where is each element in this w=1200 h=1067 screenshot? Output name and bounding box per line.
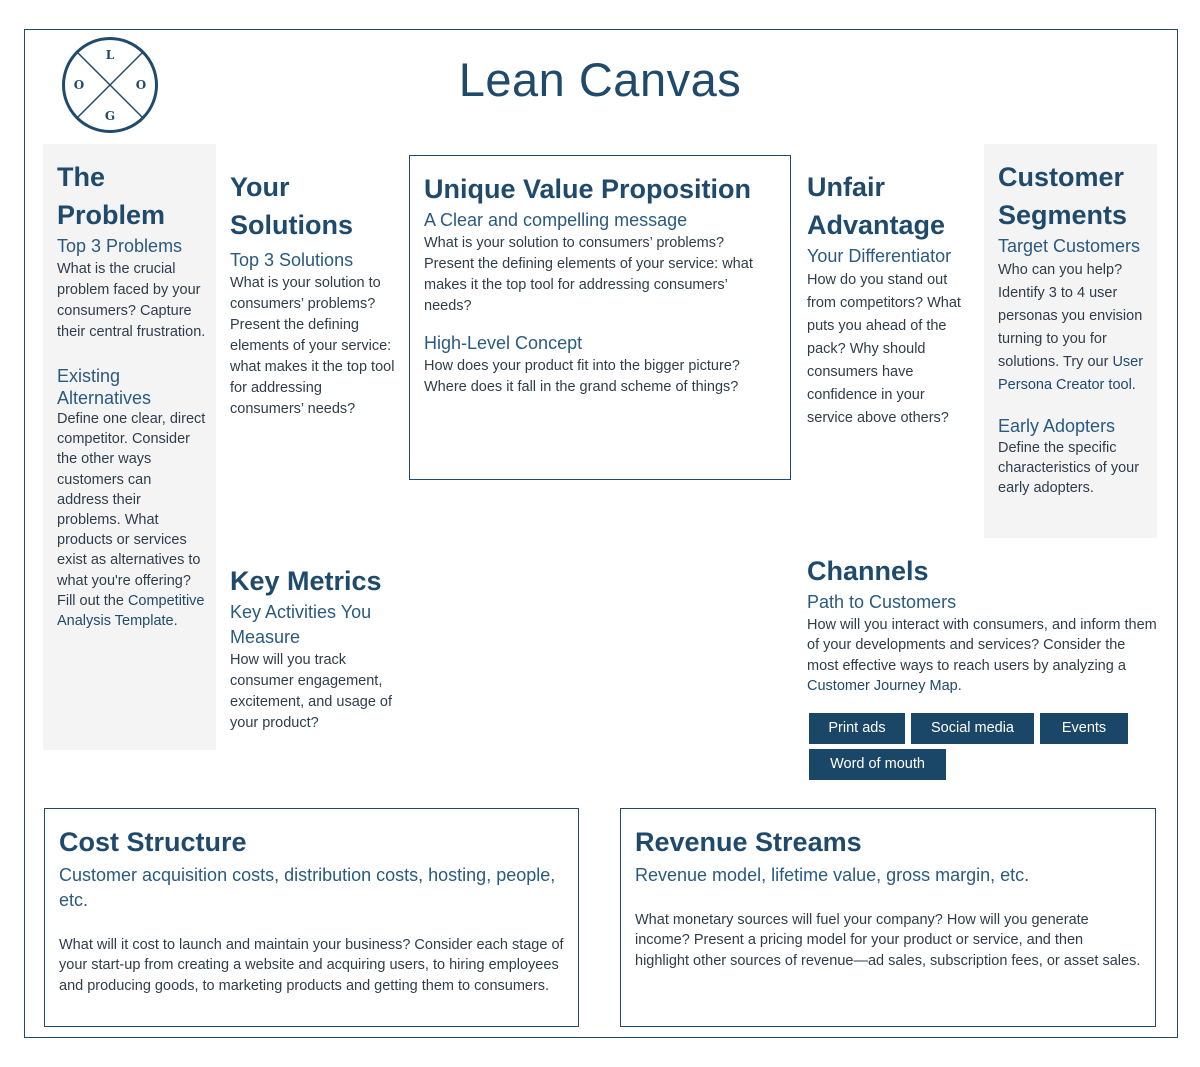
uvp-subheading: A Clear and compelling message: [424, 210, 688, 230]
problem-subheading: Top 3 Problems: [57, 236, 183, 256]
customer-journey-link[interactable]: Customer Journey Map: [807, 677, 958, 694]
channels-text: [807, 615, 1157, 696]
alternatives-subheading-line2: Alternatives: [57, 388, 152, 408]
channels-subheading: Path to Customers: [807, 592, 957, 612]
adopters-subheading: Early Adopters: [998, 416, 1116, 436]
tag-print-ads[interactable]: Print ads: [809, 713, 905, 744]
page-title: Lean Canvas: [458, 53, 742, 106]
advantage-heading-line1: Unfair: [807, 172, 886, 202]
uvp-heading: Unique Value Proposition: [424, 174, 752, 204]
concept-text: How does your product fit into the bigger picture? Where does it fall in the grand scheme of things?: [424, 358, 740, 395]
segments-text-body: Who can you help? Identify 3 to 4 user personas you envision turning to you for solutions. Try our: [998, 262, 1143, 370]
solutions-text: What is your solution to consumers’ problems? Present the defining elements of your service: what makes it the top tool for addressing consumers’ needs?: [230, 275, 395, 417]
channels-heading: Channels: [807, 556, 929, 586]
advantage-heading-line2: Advantage: [807, 210, 946, 240]
logo-letter-bottom: G: [104, 109, 116, 123]
cost-text: What will it cost to launch and maintain your business? Consider each stage of your start-up from creating a website and acquiring users, to hiring employees and producing goods, to marketing products and getting them to consumers.: [59, 937, 564, 994]
cost-subheading: Customer acquisition costs, distribution costs, hosting, people, etc.: [59, 865, 556, 910]
problem-heading-line2: Problem: [57, 200, 166, 230]
logo-letter-left: O: [73, 78, 85, 92]
solutions-subheading: Top 3 Solutions: [230, 250, 354, 270]
channels-text-end: .: [957, 677, 962, 694]
problem-heading-line1: The: [57, 162, 106, 192]
cost-heading: Cost Structure: [59, 827, 247, 857]
channels-text-body: How will you interact with consumers, and inform them of your developments and services? Consider the most effective ways to reach users by analyzing a: [807, 617, 1157, 674]
segments-subheading: Target Customers: [998, 236, 1141, 256]
user-persona-link[interactable]: User Persona Creator tool: [998, 354, 1144, 393]
concept-subheading: High-Level Concept: [424, 333, 583, 353]
advantage-text: How do you stand out from competitors? What puts you ahead of the pack? Why should consumers have confidence in your service above others?: [807, 272, 961, 426]
channels-panel: [807, 552, 1157, 696]
alternatives-subheading-line1: Existing: [57, 366, 121, 386]
logo-letter-top: L: [105, 48, 115, 62]
cost-panel: [44, 808, 579, 1027]
metrics-heading: Key Metrics: [230, 566, 382, 596]
alternatives-text: [57, 409, 206, 631]
advantage-panel: [807, 168, 972, 430]
logo-letter-right: O: [135, 78, 147, 92]
segments-heading-line2: Segments: [998, 200, 1128, 230]
adopters-text: Define the specific characteristics of your early adopters.: [998, 440, 1140, 496]
solutions-heading-line2: Solutions: [230, 210, 353, 240]
revenue-subheading: Revenue model, lifetime value, gross margin, etc.: [635, 865, 1030, 885]
problem-panel: [43, 144, 216, 750]
segments-text-end: .: [1131, 377, 1136, 393]
solutions-heading-line1: Your: [230, 172, 290, 202]
revenue-text: What monetary sources will fuel your company? How will you generate income? Present a pricing model for your product or service, and then highlight other sources of revenue—ad sales, subscription fees, or asset sales.: [635, 912, 1141, 969]
problem-text: What is the crucial problem faced by your consumers? Capture their central frustration.: [57, 261, 206, 340]
metrics-subheading-line1: Key Activities You: [230, 602, 372, 622]
uvp-panel: [409, 155, 791, 480]
tag-word-of-mouth[interactable]: Word of mouth: [809, 749, 946, 780]
solutions-panel: [230, 168, 395, 420]
advantage-subheading: Your Differentiator: [807, 246, 952, 266]
segments-panel: [984, 144, 1157, 538]
revenue-panel: [620, 808, 1156, 1027]
revenue-heading: Revenue Streams: [635, 827, 862, 857]
metrics-panel: [230, 562, 400, 734]
metrics-subheading-line2: Measure: [230, 627, 301, 647]
tag-social-media[interactable]: Social media: [911, 713, 1034, 744]
alternatives-text-body: Define one clear, direct competitor. Consider the other ways customers can address their problems. What products or services exist as alternatives to what you're offering? Fill out the: [57, 411, 206, 609]
competitive-analysis-link[interactable]: Competitive Analysis Template.: [57, 592, 205, 630]
metrics-text: How will you track consumer engagement, excitement, and usage of your product?: [230, 652, 393, 731]
tag-events[interactable]: Events: [1040, 713, 1128, 744]
segments-heading-line1: Customer: [998, 162, 1125, 192]
uvp-text: What is your solution to consumers’ problems? Present the defining elements of your service: what makes it the top tool for addressing consumers’ needs?: [424, 235, 753, 314]
segments-text: [998, 259, 1149, 397]
